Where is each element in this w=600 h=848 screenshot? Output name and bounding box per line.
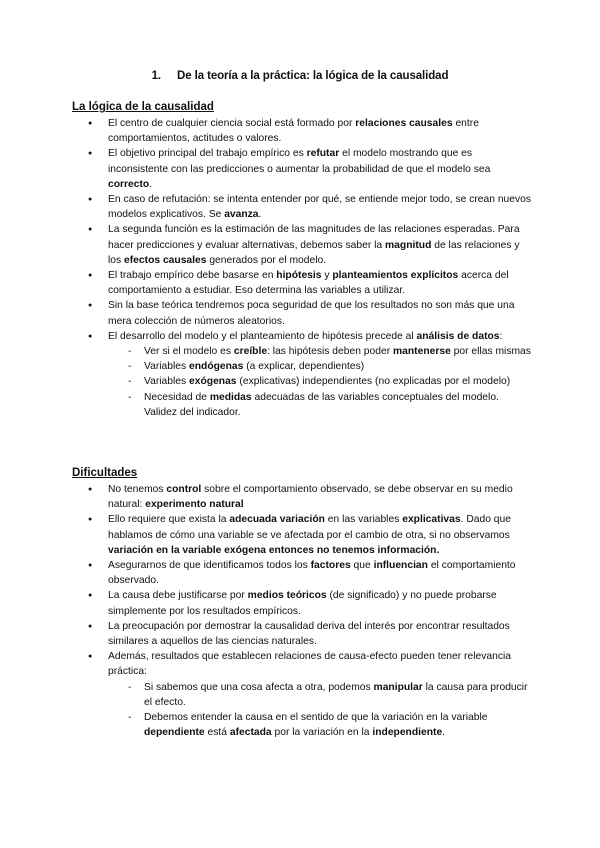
- list-item: ● Además, resultados que establecen relaciones de causa-efecto pueden tener relevancia práctica: - Si sabemos que una cosa afecta a otra, podemos manipular la causa para producir el efecto. - Debemos entender la causa en el sentido de que la variación en la variable dependiente está afectada por la variación en la independiente.: [72, 649, 532, 740]
- list-item: ● La segunda función es la estimación de las magnitudes de las relaciones esperadas. Para hacer predicciones y evaluar alternativas, debemos saber la magnitud de las relaciones y los efectos causales generados por el modelo.: [72, 222, 532, 268]
- list-item: ● Asegurarnos de que identificamos todos los factores que influencian el comportamiento observado.: [72, 558, 532, 588]
- section-heading-dificultades: Dificultades: [72, 467, 138, 479]
- sub-list-item: - Variables endógenas (a explicar, dependientes): [108, 359, 532, 374]
- sub-list-item: - Si sabemos que una cosa afecta a otra, podemos manipular la causa para producir el efecto.: [108, 680, 532, 710]
- section-dificultades-list: [72, 482, 532, 740]
- list-item: ● Ello requiere que exista la adecuada variación en las variables explicativas. Dado que hablamos de cómo una variable se ve afectada por el cambio de otra, si no observamos variación en la variable exógena entonces no tenemos información.: [72, 512, 532, 558]
- title-number: 1.: [151, 70, 162, 82]
- section-heading-logica: La lógica de la causalidad: [72, 101, 214, 113]
- sub-list: [108, 344, 532, 420]
- list-item: ● La preocupación por demostrar la causalidad deriva del interés por encontrar resultados similares a aquellos de las ciencias naturales.: [72, 619, 532, 649]
- section-logica-list: [72, 116, 532, 420]
- sub-list-item: - Ver si el modelo es creíble: las hipótesis deben poder mantenerse por ellas mismas: [108, 344, 532, 359]
- list-item: ● No tenemos control sobre el comportamiento observado, se debe observar en su medio natural: experimento natural: [72, 482, 532, 512]
- list-item: ● El trabajo empírico debe basarse en hipótesis y planteamientos explícitos acerca del comportamiento a estudiar. Eso determina las variables a utilizar.: [72, 268, 532, 298]
- list-item: ● El desarrollo del modelo y el planteamiento de hipótesis precede al análisis de datos: - Ver si el modelo es creíble: las hipótesis deben poder mantenerse por ellas mismas - Variables endógenas (a explicar, dependientes) - Variables exógenas (explicativas) independientes (no explicadas por el modelo) - Necesidad de medidas adecuadas de las variables conceptuales del modelo. Validez del indicador.: [72, 329, 532, 420]
- sub-list-item: - Variables exógenas (explicativas) independientes (no explicadas por el modelo): [108, 374, 532, 389]
- list-item: ● La causa debe justificarse por medios teóricos (de significado) y no puede probarse simplemente por los resultados empíricos.: [72, 588, 532, 618]
- list-item: ● El centro de cualquier ciencia social está formado por relaciones causales entre comportamientos, actitudes o valores.: [72, 116, 532, 146]
- sub-list-item: - Necesidad de medidas adecuadas de las variables conceptuales del modelo. Validez del indicador.: [108, 390, 532, 420]
- list-item: ● En caso de refutación: se intenta entender por qué, se entiende mejor todo, se crean nuevos modelos explicativos. Se avanza.: [72, 192, 532, 222]
- list-item: ● Sin la base teórica tendremos poca seguridad de que los resultados no son más que una mera colección de números aleatorios.: [72, 298, 532, 328]
- sub-list: [108, 680, 532, 741]
- title-text: De la teoría a la práctica: la lógica de la causalidad: [177, 70, 449, 82]
- list-item: ● El objetivo principal del trabajo empírico es refutar el modelo mostrando que es inconsistente con las predicciones o aumentar la probabilidad de que el modelo sea correcto.: [72, 146, 532, 192]
- page-title: [0, 70, 600, 82]
- sub-list-item: - Debemos entender la causa en el sentido de que la variación en la variable dependiente está afectada por la variación en la independiente.: [108, 710, 532, 740]
